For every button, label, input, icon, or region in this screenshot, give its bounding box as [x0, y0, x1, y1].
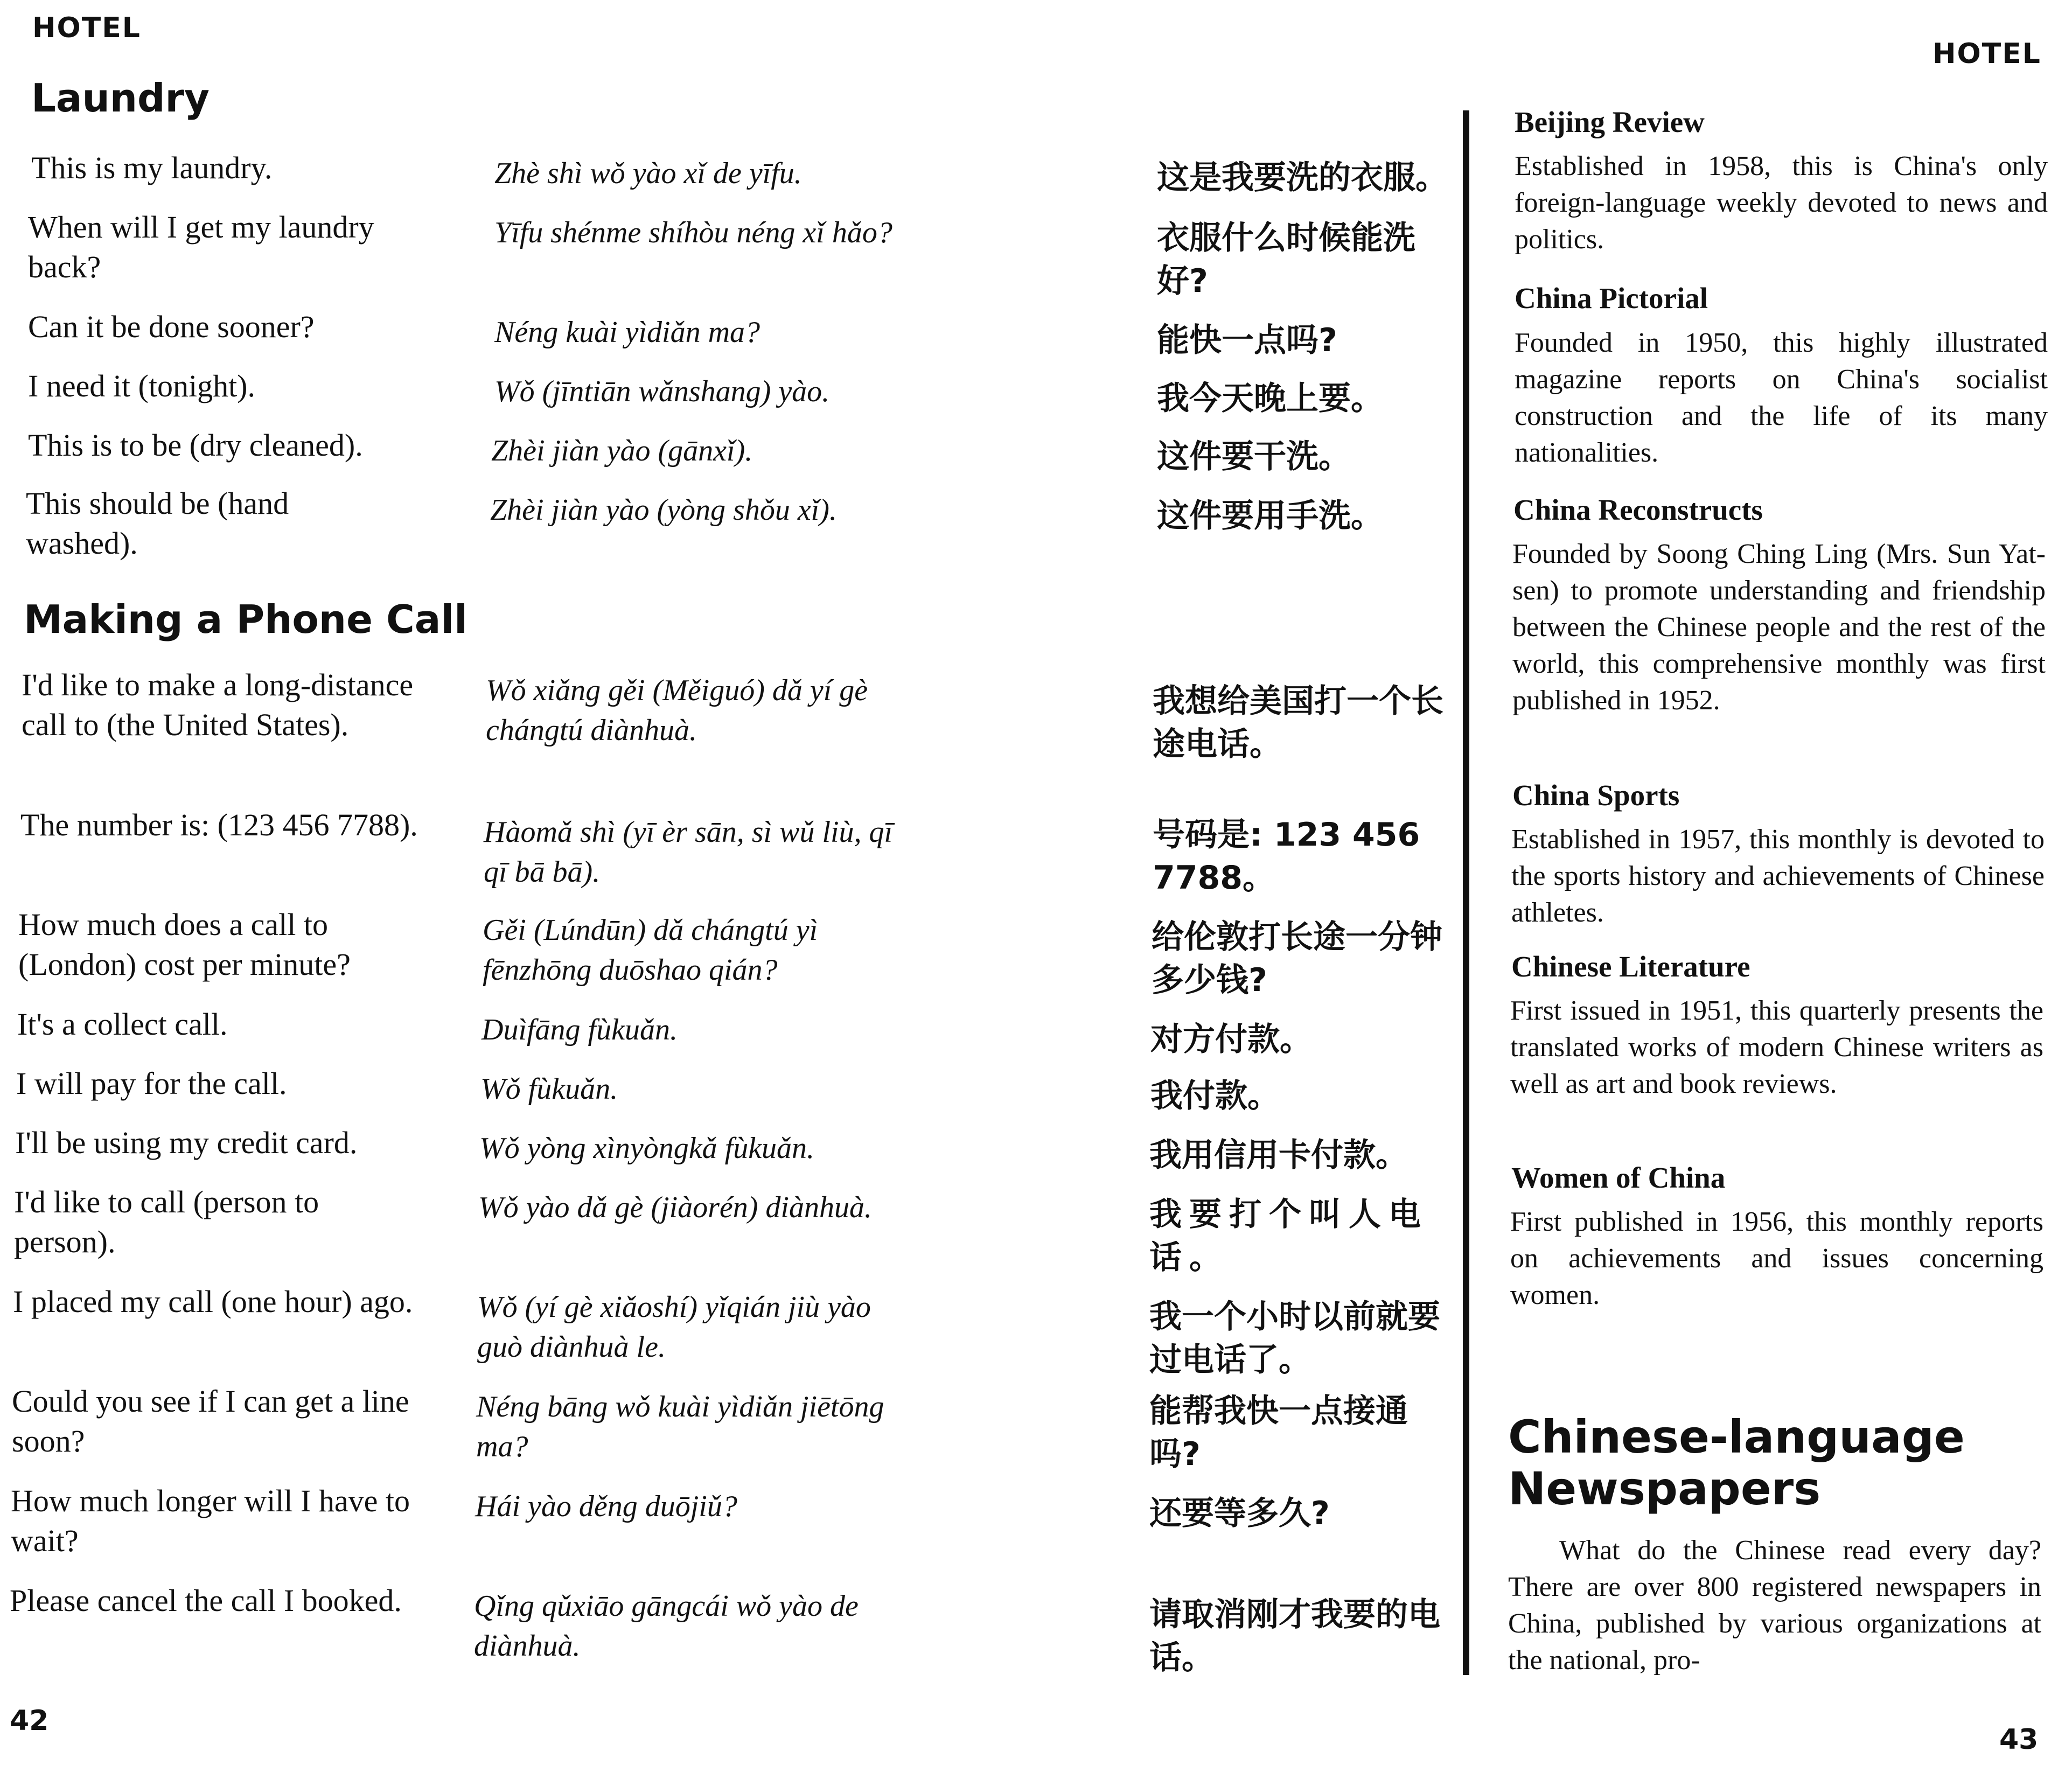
magazine-title: Beijing Review — [1515, 106, 1705, 138]
phrase-english: I placed my call (one hour) ago. — [13, 1284, 413, 1319]
magazine-title: Chinese Literature — [1511, 950, 1750, 983]
phrase-english: I will pay for the call. — [16, 1066, 287, 1101]
magazine-description: Founded in 1950, this highly illustrated magazine reports on China's socialist construction and the life of its many nationalities. — [1515, 327, 2048, 468]
magazine-title: China Sports — [1512, 779, 1680, 812]
phrase-pinyin: Néng bāng wǒ kuài yìdiǎn jiētōng ma? — [476, 1390, 884, 1463]
phrase-pinyin: Néng kuài yìdiǎn ma? — [494, 316, 761, 349]
phrase-pinyin: Wǒ yòng xìnyòngkǎ fùkuǎn. — [479, 1132, 815, 1165]
phrase-pinyin: Wǒ (jīntiān wǎnshang) yào. — [494, 375, 830, 408]
phrase-english: Could you see if I can get a line soon? — [12, 1384, 409, 1459]
magazine-description: Established in 1957, this monthly is devoted to the sports history and achievements of Chinese athletes. — [1511, 824, 2045, 928]
phrase-chinese: 这件要用手洗。 — [1157, 497, 1383, 535]
phrase-pinyin: Duìfāng fùkuǎn. — [482, 1013, 678, 1047]
phrase-chinese: 号码是: 123 456 7788。 — [1153, 816, 1420, 897]
phrase-pinyin: Wǒ fùkuǎn. — [480, 1072, 618, 1106]
phrase-chinese: 对方付款。 — [1150, 1021, 1312, 1058]
phrase-chinese: 这是我要洗的衣服。 — [1157, 159, 1448, 197]
phrase-english: How much does a call to (London) cost per minute? — [18, 907, 351, 982]
phrase-pinyin: Hái yào děng duōjiǔ? — [475, 1490, 737, 1523]
phrase-chinese: 我用信用卡付款。 — [1149, 1136, 1408, 1174]
phrase-chinese: 我要打个叫人电话。 — [1149, 1196, 1428, 1276]
phrase-english: I'd like to make a long-distance call to (the United States). — [22, 667, 414, 742]
magazine-description: Established in 1958, this is China's only foreign-language weekly devoted to news and politics. — [1515, 151, 2048, 255]
page-number-right: 43 — [1999, 1724, 2039, 1756]
phrase-chinese: 能帮我快一点接通吗? — [1149, 1392, 1408, 1473]
phrase-chinese: 请取消刚才我要的电话。 — [1149, 1596, 1440, 1677]
phrase-chinese: 我一个小时以前就要过电话了。 — [1149, 1298, 1440, 1379]
magazine-description: First published in 1956, this monthly reports on achievements and issues concerning women. — [1510, 1206, 2043, 1310]
phrase-pinyin: Zhè shì wǒ yào xǐ de yīfu. — [494, 157, 802, 190]
phrase-chinese: 我今天晚上要。 — [1157, 380, 1383, 417]
phrase-english: This is to be (dry cleaned). — [28, 428, 363, 463]
phrase-english: When will I get my laundry back? — [28, 210, 374, 284]
phrase-english: This is my laundry. — [31, 150, 273, 185]
newspapers-intro: What do the Chinese read every day? There are over 800 registered newspapers in China, published by various organizations at the national, pro- — [1508, 1535, 2041, 1676]
phrase-pinyin: Hàomǎ shì (yī èr sān, sì wǔ liù, qī qī bā bā). — [484, 815, 893, 889]
section-title-laundry: Laundry — [31, 75, 210, 121]
phrase-pinyin: Wǒ (yí gè xiǎoshí) yǐqián jiù yào guò diànhuà le. — [477, 1290, 871, 1364]
phrase-chinese: 给伦敦打长途一分钟多少钱? — [1152, 918, 1442, 999]
newspapers-heading-line2: Newspapers — [1508, 1462, 1821, 1515]
phrase-chinese: 我想给美国打一个长途电话。 — [1153, 682, 1443, 763]
phrase-english: How much longer will I have to wait? — [11, 1483, 410, 1558]
column-divider — [1463, 110, 1469, 1675]
phrase-pinyin: Zhèi jiàn yào (gānxǐ). — [491, 434, 753, 468]
page-number-left: 42 — [10, 1705, 49, 1737]
phrase-pinyin: Wǒ yào dǎ gè (jiàorén) diànhuà. — [478, 1191, 872, 1224]
section-title-phone-call: Making a Phone Call — [24, 597, 468, 642]
newspapers-heading-line1: Chinese-language — [1508, 1411, 1965, 1463]
phrase-pinyin: Yīfu shénme shíhòu néng xǐ hǎo? — [494, 216, 892, 249]
phrase-english: Can it be done sooner? — [28, 309, 315, 344]
magazine-description: Founded by Soong Ching Ling (Mrs. Sun Yat-sen) to promote understanding and friendship between the Chinese people and the rest of the world, this comprehensive monthly was first published in 1952. — [1512, 539, 2046, 716]
running-head-right: HOTEL — [1933, 38, 2041, 70]
running-head-left: HOTEL — [32, 12, 141, 44]
phrase-english: It's a collect call. — [17, 1007, 228, 1042]
magazine-title: Women of China — [1511, 1161, 1726, 1194]
phrase-english: This should be (hand washed). — [26, 486, 289, 561]
phrase-english: I'll be using my credit card. — [15, 1125, 358, 1160]
phrase-pinyin: Qǐng qǔxiāo gāngcái wǒ yào de diànhuà. — [474, 1589, 859, 1663]
phrase-pinyin: Zhèi jiàn yào (yòng shǒu xǐ). — [490, 493, 837, 527]
phrase-pinyin: Gěi (Lúndūn) dǎ chángtú yì fēnzhōng duōshao qián? — [483, 913, 818, 987]
phrase-pinyin: Wǒ xiǎng gěi (Měiguó) dǎ yí gè chángtú diànhuà. — [486, 674, 868, 747]
magazine-description: First issued in 1951, this quarterly presents the translated works of modern Chinese writers as well as art and book reviews. — [1510, 995, 2043, 1099]
phrase-english: I'd like to call (person to person). — [14, 1184, 319, 1259]
phrase-chinese: 我付款。 — [1150, 1077, 1280, 1115]
phrase-english: Please cancel the call I booked. — [10, 1583, 402, 1618]
phrase-english: The number is: (123 456 7788). — [20, 807, 418, 842]
phrase-chinese: 这件要干洗。 — [1157, 438, 1351, 476]
magazine-title: China Reconstructs — [1513, 493, 1763, 526]
phrase-chinese: 还要等多久? — [1149, 1495, 1330, 1532]
phrase-chinese: 能快一点吗? — [1157, 322, 1337, 359]
phrase-english: I need it (tonight). — [28, 368, 256, 403]
magazine-title: China Pictorial — [1515, 282, 1708, 315]
phrase-chinese: 衣服什么时候能洗好? — [1157, 219, 1415, 300]
